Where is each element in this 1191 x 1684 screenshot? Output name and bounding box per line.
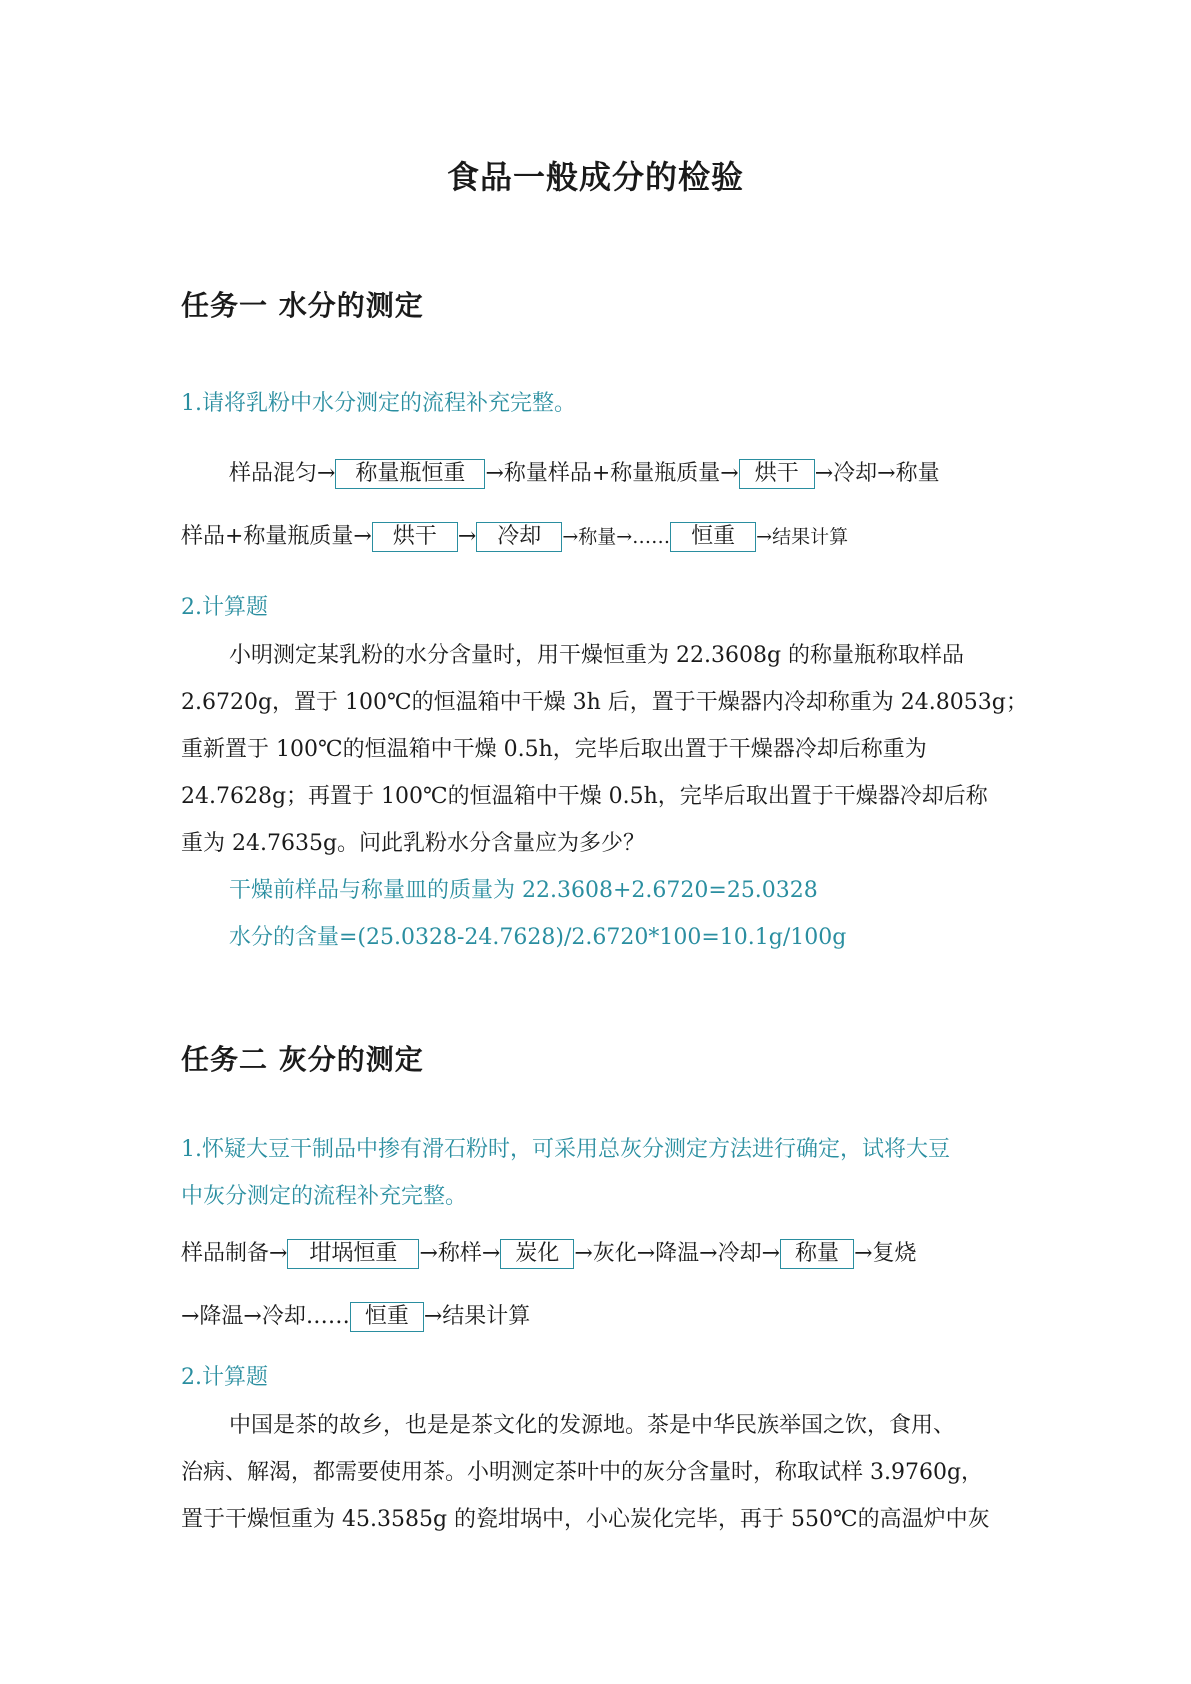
flow-answer-box: 冷却 — [476, 522, 562, 552]
task1-question1: 1.请将乳粉中水分测定的流程补充完整。 — [181, 391, 576, 416]
task2-question2: 2.计算题 — [181, 1365, 268, 1390]
task2-para-line: 中国是茶的故乡，也是是茶文化的发源地。茶是中华民族举国之饮，食用、 — [229, 1413, 956, 1438]
task1-heading: 任务一 水分的测定 — [181, 289, 424, 322]
task2-para-line: 置于干燥恒重为 45.3585g 的瓷坩埚中，小心炭化完毕，再于 550℃的高温炉中灰 — [181, 1507, 990, 1532]
task1-flow-line1 — [229, 458, 940, 490]
flow-text: →冷却→称量 — [814, 461, 940, 486]
flow-text: → — [457, 524, 477, 549]
task2-para-line: 治病、解渴，都需要使用茶。小明测定茶叶中的灰分含量时，称取试样 3.9760g， — [181, 1460, 984, 1485]
flow-text: 样品制备→ — [181, 1241, 288, 1266]
flow-text: →称样→ — [419, 1241, 501, 1266]
flow-answer-box: 恒重 — [350, 1302, 424, 1332]
flow-text: →复烧 — [854, 1241, 917, 1266]
flow-text: →灰化→降温→冷却→ — [574, 1241, 781, 1266]
task2-question1: 中灰分测定的流程补充完整。 — [181, 1184, 468, 1209]
flow-text: →结果计算 — [423, 1304, 531, 1329]
flow-text: →结果计算 — [756, 526, 849, 548]
task1-question2: 2.计算题 — [181, 595, 268, 620]
flow-text: →称量→…… — [562, 526, 671, 548]
flow-text: →称量样品+称量瓶质量→ — [485, 461, 739, 486]
task2-flow-line2 — [181, 1301, 530, 1333]
task2-flow-line1 — [181, 1238, 917, 1270]
flow-text: 样品混匀→ — [229, 461, 336, 486]
task1-para-line: 重新置于 100℃的恒温箱中干燥 0.5h，完毕后取出置于干燥器冷却后称重为 — [181, 737, 927, 762]
flow-answer-box: 称量 — [780, 1239, 854, 1269]
task1-flow-line2 — [181, 521, 848, 553]
flow-answer-box: 恒重 — [670, 522, 756, 552]
flow-answer-box: 称量瓶恒重 — [335, 459, 485, 489]
task1-para-line: 重为 24.7635g。问此乳粉水分含量应为多少？ — [181, 831, 646, 856]
flow-answer-box: 烘干 — [739, 459, 815, 489]
task1-answer-line: 水分的含量=(25.0328-24.7628)/2.6720*100=10.1g/100g — [229, 925, 847, 950]
page-title: 食品一般成分的检验 — [446, 158, 744, 196]
task1-para-line: 24.7628g；再置于 100℃的恒温箱中干燥 0.5h，完毕后取出置于干燥器冷却后称 — [181, 784, 988, 809]
flow-answer-box: 炭化 — [500, 1239, 574, 1269]
task2-heading: 任务二 灰分的测定 — [181, 1043, 424, 1076]
flow-text: →降温→冷却…… — [181, 1304, 350, 1329]
flow-answer-box: 烘干 — [372, 522, 458, 552]
flow-text: 样品+称量瓶质量→ — [181, 524, 372, 549]
task1-para-line: 2.6720g，置于 100℃的恒温箱中干燥 3h 后，置于干燥器内冷却称重为 24.8053g； — [181, 690, 1028, 715]
task1-answer-line: 干燥前样品与称量皿的质量为 22.3608+2.6720=25.0328 — [229, 878, 818, 903]
task1-para-line: 小明测定某乳粉的水分含量时，用干燥恒重为 22.3608g 的称量瓶称取样品 — [229, 643, 965, 668]
task2-question1: 1.怀疑大豆干制品中掺有滑石粉时，可采用总灰分测定方法进行确定，试将大豆 — [181, 1137, 950, 1162]
flow-answer-box: 坩埚恒重 — [287, 1239, 419, 1269]
